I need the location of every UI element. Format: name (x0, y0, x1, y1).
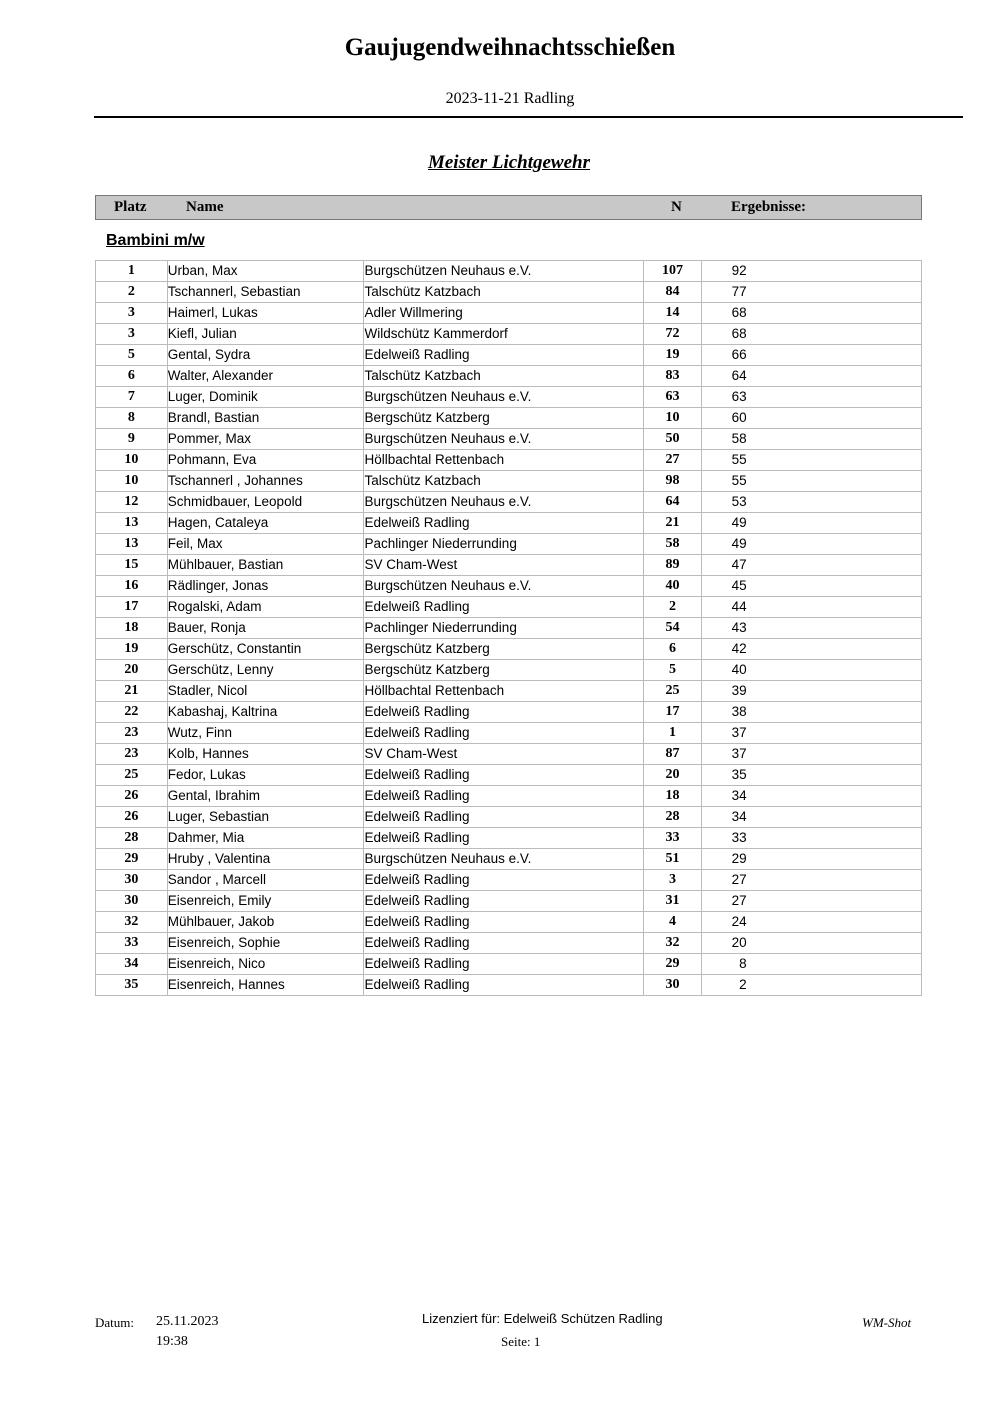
result-value: 49 (731, 515, 747, 530)
result-cell (701, 807, 921, 828)
name-cell: Brandl, Bastian (167, 408, 364, 429)
result-value: 55 (731, 452, 747, 467)
club-cell: Edelweiß Radling (364, 765, 644, 786)
club-cell: Bergschütz Katzberg (364, 660, 644, 681)
results-table (95, 260, 922, 996)
name-cell: Walter, Alexander (167, 366, 364, 387)
section-title: Meister Lichtgewehr (427, 152, 591, 173)
name-cell: Eisenreich, Emily (167, 891, 364, 912)
rank-cell: 3 (96, 303, 168, 324)
result-cell (701, 555, 921, 576)
result-value: 44 (731, 599, 747, 614)
name-cell: Eisenreich, Sophie (167, 933, 364, 954)
table-row (96, 387, 922, 408)
club-cell: Pachlinger Niederrunding (364, 618, 644, 639)
start-number-cell: 18 (644, 786, 701, 807)
rank-cell: 16 (96, 576, 168, 597)
start-number-cell: 1 (644, 723, 701, 744)
start-number-cell: 4 (644, 912, 701, 933)
rank-cell: 28 (96, 828, 168, 849)
result-cell (701, 597, 921, 618)
start-number-cell: 10 (644, 408, 701, 429)
name-cell: Gental, Sydra (167, 345, 364, 366)
rank-cell: 33 (96, 933, 168, 954)
column-header-ergebnisse: Ergebnisse: (731, 199, 806, 215)
club-cell: Burgschützen Neuhaus e.V. (364, 492, 644, 513)
start-number-cell: 63 (644, 387, 701, 408)
rank-cell: 30 (96, 870, 168, 891)
start-number-cell: 5 (644, 660, 701, 681)
result-value: 77 (731, 284, 747, 299)
footer-datum-label: Datum: (95, 1315, 134, 1330)
rank-cell: 3 (96, 324, 168, 345)
name-cell: Eisenreich, Hannes (167, 975, 364, 996)
rank-cell: 10 (96, 471, 168, 492)
name-cell: Kolb, Hannes (167, 744, 364, 765)
rank-cell: 6 (96, 366, 168, 387)
table-row (96, 954, 922, 975)
result-cell (701, 723, 921, 744)
name-cell: Tschannerl, Sebastian (167, 282, 364, 303)
name-cell: Bauer, Ronja (167, 618, 364, 639)
column-header-n: N (671, 199, 682, 215)
table-row (96, 366, 922, 387)
club-cell: Edelweiß Radling (364, 828, 644, 849)
club-cell: Burgschützen Neuhaus e.V. (364, 387, 644, 408)
start-number-cell: 58 (644, 534, 701, 555)
name-cell: Pohmann, Eva (167, 450, 364, 471)
table-row (96, 303, 922, 324)
result-cell (701, 702, 921, 723)
result-value: 37 (731, 725, 747, 740)
result-value: 58 (731, 431, 747, 446)
result-cell (701, 891, 921, 912)
club-cell: Bergschütz Katzberg (364, 639, 644, 660)
club-cell: Bergschütz Katzberg (364, 408, 644, 429)
column-header-platz: Platz (114, 199, 147, 215)
result-value: 2 (739, 977, 747, 992)
club-cell: Edelweiß Radling (364, 597, 644, 618)
table-row (96, 618, 922, 639)
table-row (96, 933, 922, 954)
footer-date: 25.11.2023 (156, 1314, 219, 1329)
name-cell: Kiefl, Julian (167, 324, 364, 345)
start-number-cell: 14 (644, 303, 701, 324)
name-cell: Luger, Dominik (167, 387, 364, 408)
table-row (96, 807, 922, 828)
name-cell: Tschannerl , Johannes (167, 471, 364, 492)
result-cell (701, 450, 921, 471)
result-cell (701, 492, 921, 513)
name-cell: Rädlinger, Jonas (167, 576, 364, 597)
club-cell: Edelweiß Radling (364, 786, 644, 807)
result-value: 35 (731, 767, 747, 782)
results-table-body (96, 261, 922, 996)
name-cell: Mühlbauer, Bastian (167, 555, 364, 576)
table-row (96, 828, 922, 849)
table-row (96, 681, 922, 702)
table-row (96, 891, 922, 912)
table-row (96, 408, 922, 429)
club-cell: Edelweiß Radling (364, 954, 644, 975)
result-cell (701, 282, 921, 303)
start-number-cell: 3 (644, 870, 701, 891)
column-header-name: Name (186, 199, 224, 215)
table-row (96, 639, 922, 660)
result-value: 37 (731, 746, 747, 761)
result-cell (701, 912, 921, 933)
rank-cell: 25 (96, 765, 168, 786)
table-row (96, 534, 922, 555)
table-row (96, 429, 922, 450)
footer-time: 19:38 (156, 1334, 188, 1349)
result-value: 38 (731, 704, 747, 719)
club-cell: Edelweiß Radling (364, 933, 644, 954)
club-cell: Edelweiß Radling (364, 975, 644, 996)
name-cell: Urban, Max (167, 261, 364, 282)
table-row (96, 450, 922, 471)
rank-cell: 13 (96, 513, 168, 534)
result-cell (701, 366, 921, 387)
rank-cell: 2 (96, 282, 168, 303)
rank-cell: 29 (96, 849, 168, 870)
result-value: 64 (731, 368, 747, 383)
header-divider (94, 116, 963, 118)
club-cell: Burgschützen Neuhaus e.V. (364, 849, 644, 870)
result-cell (701, 513, 921, 534)
start-number-cell: 27 (644, 450, 701, 471)
result-value: 42 (731, 641, 747, 656)
club-cell: Edelweiß Radling (364, 513, 644, 534)
start-number-cell: 31 (644, 891, 701, 912)
result-value: 47 (731, 557, 747, 572)
rank-cell: 10 (96, 450, 168, 471)
table-row (96, 912, 922, 933)
rank-cell: 35 (96, 975, 168, 996)
group-title: Bambini m/w (106, 232, 205, 249)
start-number-cell: 50 (644, 429, 701, 450)
document-subtitle: 2023-11-21 Radling (445, 90, 575, 107)
start-number-cell: 28 (644, 807, 701, 828)
result-cell (701, 849, 921, 870)
name-cell: Pommer, Max (167, 429, 364, 450)
result-cell (701, 954, 921, 975)
name-cell: Gerschütz, Constantin (167, 639, 364, 660)
club-cell: Burgschützen Neuhaus e.V. (364, 576, 644, 597)
column-header-bar (95, 195, 922, 220)
table-row (96, 660, 922, 681)
rank-cell: 34 (96, 954, 168, 975)
rank-cell: 1 (96, 261, 168, 282)
club-cell: Talschütz Katzbach (364, 471, 644, 492)
start-number-cell: 32 (644, 933, 701, 954)
club-cell: Burgschützen Neuhaus e.V. (364, 429, 644, 450)
club-cell: Wildschütz Kammerdorf (364, 324, 644, 345)
rank-cell: 19 (96, 639, 168, 660)
table-row (96, 786, 922, 807)
result-cell (701, 534, 921, 555)
result-value: 45 (731, 578, 747, 593)
name-cell: Kabashaj, Kaltrina (167, 702, 364, 723)
result-value: 27 (731, 872, 747, 887)
start-number-cell: 20 (644, 765, 701, 786)
result-cell (701, 471, 921, 492)
club-cell: Edelweiß Radling (364, 702, 644, 723)
name-cell: Schmidbauer, Leopold (167, 492, 364, 513)
rank-cell: 23 (96, 723, 168, 744)
start-number-cell: 98 (644, 471, 701, 492)
rank-cell: 15 (96, 555, 168, 576)
rank-cell: 5 (96, 345, 168, 366)
result-value: 60 (731, 410, 747, 425)
start-number-cell: 51 (644, 849, 701, 870)
result-value: 68 (731, 305, 747, 320)
club-cell: Pachlinger Niederrunding (364, 534, 644, 555)
club-cell: Talschütz Katzbach (364, 366, 644, 387)
result-cell (701, 618, 921, 639)
result-cell (701, 660, 921, 681)
result-cell (701, 303, 921, 324)
start-number-cell: 30 (644, 975, 701, 996)
name-cell: Gerschütz, Lenny (167, 660, 364, 681)
name-cell: Rogalski, Adam (167, 597, 364, 618)
name-cell: Dahmer, Mia (167, 828, 364, 849)
table-row (96, 576, 922, 597)
result-value: 29 (731, 851, 747, 866)
result-cell (701, 387, 921, 408)
name-cell: Sandor , Marcell (167, 870, 364, 891)
table-row (96, 492, 922, 513)
table-row (96, 975, 922, 996)
table-row (96, 345, 922, 366)
table-row (96, 702, 922, 723)
result-cell (701, 324, 921, 345)
club-cell: Edelweiß Radling (364, 345, 644, 366)
result-cell (701, 975, 921, 996)
name-cell: Mühlbauer, Jakob (167, 912, 364, 933)
result-cell (701, 786, 921, 807)
name-cell: Luger, Sebastian (167, 807, 364, 828)
result-cell (701, 408, 921, 429)
result-value: 53 (731, 494, 747, 509)
start-number-cell: 2 (644, 597, 701, 618)
name-cell: Haimerl, Lukas (167, 303, 364, 324)
start-number-cell: 25 (644, 681, 701, 702)
footer-software: WM-Shot (862, 1315, 912, 1330)
result-value: 27 (731, 893, 747, 908)
rank-cell: 26 (96, 807, 168, 828)
result-cell (701, 933, 921, 954)
club-cell: Höllbachtal Rettenbach (364, 681, 644, 702)
rank-cell: 21 (96, 681, 168, 702)
document-title: Gaujugendweihnachtsschießen (344, 34, 676, 61)
start-number-cell: 33 (644, 828, 701, 849)
table-row (96, 870, 922, 891)
name-cell: Gental, Ibrahim (167, 786, 364, 807)
club-cell: Edelweiß Radling (364, 723, 644, 744)
start-number-cell: 83 (644, 366, 701, 387)
table-row (96, 597, 922, 618)
rank-cell: 20 (96, 660, 168, 681)
rank-cell: 13 (96, 534, 168, 555)
result-value: 24 (731, 914, 747, 929)
footer-page-number: 1 (533, 1334, 541, 1349)
name-cell: Hagen, Cataleya (167, 513, 364, 534)
start-number-cell: 64 (644, 492, 701, 513)
result-cell (701, 576, 921, 597)
table-row (96, 471, 922, 492)
rank-cell: 12 (96, 492, 168, 513)
rank-cell: 22 (96, 702, 168, 723)
result-value: 39 (731, 683, 747, 698)
start-number-cell: 72 (644, 324, 701, 345)
table-row (96, 744, 922, 765)
start-number-cell: 87 (644, 744, 701, 765)
table-row (96, 555, 922, 576)
table-row (96, 282, 922, 303)
rank-cell: 7 (96, 387, 168, 408)
result-cell (701, 261, 921, 282)
start-number-cell: 29 (644, 954, 701, 975)
result-value: 55 (731, 473, 747, 488)
club-cell: Edelweiß Radling (364, 870, 644, 891)
result-cell (701, 765, 921, 786)
rank-cell: 26 (96, 786, 168, 807)
table-row (96, 513, 922, 534)
result-value: 34 (731, 809, 747, 824)
start-number-cell: 6 (644, 639, 701, 660)
result-cell (701, 744, 921, 765)
footer-page (501, 1334, 540, 1350)
name-cell: Stadler, Nicol (167, 681, 364, 702)
result-cell (701, 870, 921, 891)
club-cell: SV Cham-West (364, 555, 644, 576)
rank-cell: 30 (96, 891, 168, 912)
start-number-cell: 19 (644, 345, 701, 366)
name-cell: Fedor, Lukas (167, 765, 364, 786)
table-row (96, 324, 922, 345)
result-value: 49 (731, 536, 747, 551)
result-cell (701, 681, 921, 702)
footer-page-label: Seite: (501, 1334, 531, 1349)
result-cell (701, 639, 921, 660)
start-number-cell: 89 (644, 555, 701, 576)
start-number-cell: 54 (644, 618, 701, 639)
club-cell: Adler Willmering (364, 303, 644, 324)
result-value: 68 (731, 326, 747, 341)
rank-cell: 8 (96, 408, 168, 429)
result-value: 20 (731, 935, 747, 950)
club-cell: Höllbachtal Rettenbach (364, 450, 644, 471)
result-value: 43 (731, 620, 747, 635)
footer-license: Lizenziert für: Edelweiß Schützen Radling (422, 1311, 663, 1326)
result-value: 66 (731, 347, 747, 362)
club-cell: Talschütz Katzbach (364, 282, 644, 303)
club-cell: Edelweiß Radling (364, 807, 644, 828)
rank-cell: 17 (96, 597, 168, 618)
rank-cell: 32 (96, 912, 168, 933)
table-row (96, 261, 922, 282)
start-number-cell: 84 (644, 282, 701, 303)
table-row (96, 849, 922, 870)
result-value: 63 (731, 389, 747, 404)
result-value: 34 (731, 788, 747, 803)
result-cell (701, 429, 921, 450)
rank-cell: 9 (96, 429, 168, 450)
rank-cell: 18 (96, 618, 168, 639)
table-row (96, 765, 922, 786)
club-cell: SV Cham-West (364, 744, 644, 765)
club-cell: Edelweiß Radling (364, 891, 644, 912)
start-number-cell: 40 (644, 576, 701, 597)
result-cell (701, 345, 921, 366)
club-cell: Edelweiß Radling (364, 912, 644, 933)
name-cell: Hruby , Valentina (167, 849, 364, 870)
start-number-cell: 17 (644, 702, 701, 723)
name-cell: Feil, Max (167, 534, 364, 555)
result-value: 92 (731, 263, 747, 278)
name-cell: Eisenreich, Nico (167, 954, 364, 975)
start-number-cell: 21 (644, 513, 701, 534)
result-value: 40 (731, 662, 747, 677)
result-cell (701, 828, 921, 849)
start-number-cell: 107 (644, 261, 701, 282)
table-row (96, 723, 922, 744)
result-value: 8 (739, 956, 747, 971)
name-cell: Wutz, Finn (167, 723, 364, 744)
rank-cell: 23 (96, 744, 168, 765)
result-value: 33 (731, 830, 747, 845)
club-cell: Burgschützen Neuhaus e.V. (364, 261, 644, 282)
